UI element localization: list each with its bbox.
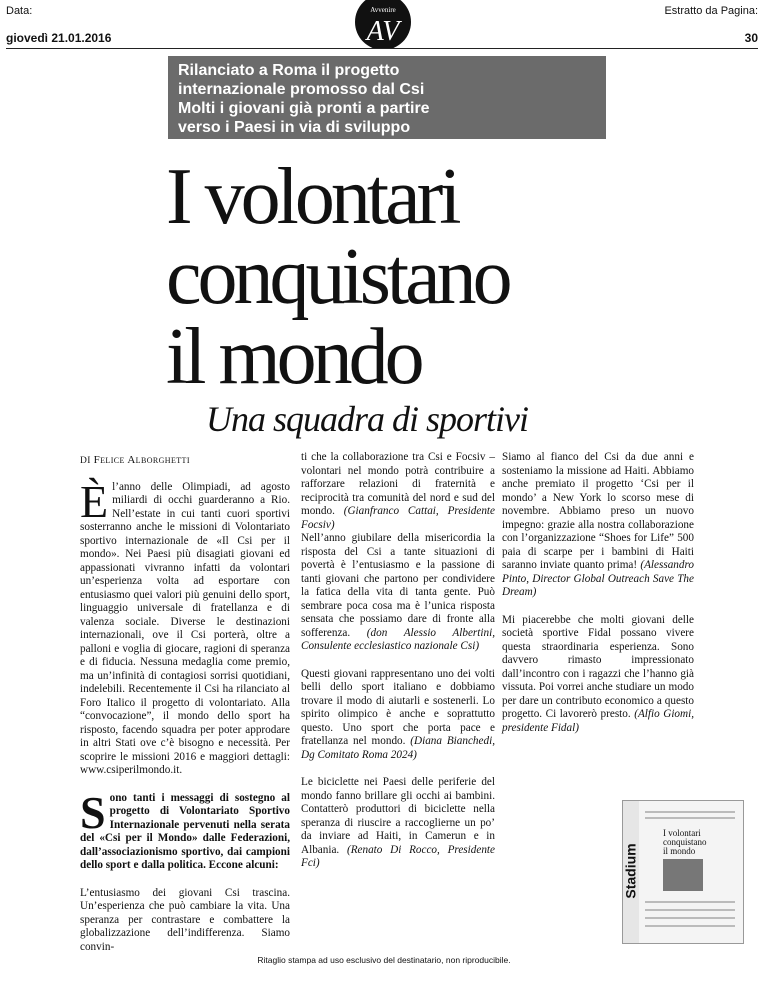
newspaper-logo (344, 0, 422, 48)
headline-line: il mondo (166, 313, 421, 401)
article-column-2 (301, 451, 495, 871)
thumbnail-headline-line: conquistano (663, 837, 707, 847)
thumbnail-rule (645, 811, 735, 813)
kicker-line: verso i Paesi in via di sviluppo (178, 119, 411, 136)
quote-attribution: (Alessandro Pinto, Director Global Outreach Save The Dream) (502, 559, 695, 598)
quote-attribution: (Alfio Giomi, presidente Fidal) (502, 708, 694, 734)
headline-line: I volontari (166, 153, 458, 241)
quote (502, 614, 694, 736)
author-name: Felice Alborghetti (93, 454, 190, 466)
article-column-3 (502, 451, 694, 735)
drop-cap: S (80, 786, 106, 838)
page-label: Estratto da Pagina: (664, 5, 758, 17)
kicker-line: Molti i giovani già pronti a partire (178, 100, 430, 117)
byline (80, 454, 290, 469)
quote-text: Questi giovani rappresentano uno dei volti belli dello sport italiano e dobbiamo trovare il modo di aiutarli e sostenerli. Lo spirito olimpico è anche e soprattutto questo. Uno sport che porta pace e fratellanza nel mondo. (301, 667, 495, 747)
quote (301, 776, 495, 871)
quote-text: Siamo al fianco del Csi da due anni e sosteniamo la missione ad Haiti. Abbiamo anche premiato il progetto ‘Csi per il mondo’ a New York lo scorso mese di novembre. Abbiamo preso un nuovo impegno: grazie alla nostra collaborazione con l’organizzazione “Shoes for Life” 500 paia di scarpe per i bambini di Haiti saranno inviate quanto prima! (502, 451, 694, 571)
quote (301, 668, 495, 763)
lead-text: ono tanti i messaggi di sostegno al progetto di Volontariato Sportivo Internazionale pervenuti nella serata del «Csi per il Mondo» dalle Federazioni, dall’associazionismo sportivo, dai campioni dello sport e dalla politica. Eccone alcuni: (80, 791, 290, 871)
quote-text: Mi piacerebbe che molti giovani delle società sportive Fidal possano vivere questa straordinaria esperienza. Sono davvero rimasto impressionato dall’incontro con i ragazzi che l’hanno già vissuta. Poi vorrei anche studiare un modo per dare un contributo economico a questo progetto. Ci lavorerò presto. (502, 613, 694, 720)
thumbnail-rule (645, 917, 735, 919)
quote-attribution: (Renato Di Rocco, Presidente Fci) (301, 843, 495, 869)
article-column-1 (80, 454, 290, 954)
lead-paragraph (80, 786, 290, 873)
quote-text: ti che la collaborazione tra Csi e Focsiv – volontari nel mondo potrà contribuire a rafforzare relazioni di fraternità e reciprocità tra comunità del nord e sud del mondo. (301, 451, 495, 517)
paragraph-text: l’anno delle Olimpiadi, ad agosto miliardi di occhi guarderanno a Rio. Nell’estate in cui tanti cuori sportivi sosterranno anche le missioni di Volontariato sportivo internazionale de «Il Csi per il mondo». Nei Paesi più disagiati giovani ed appassionati vivranno infatti da volontari un’esperienza volta ad esportare con entusiasmo quei valori più genuini dello sport, linguaggio universale di fratellanza e di valenza sociale. Diverse le destinazioni internazionali, ove il Csi porterà, oltre a palloni e voglia di giocare, ragioni di speranza e di fiducia. Nessuna medaglia come premio, ma un’infinità di contagiosi sorrisi quotidiani, indelebili. Recentemente il Csi ha rilanciato al Foro Italico il progetto di volontariato. Alla “convocazione”, il mondo dello sport ha risposto, facendo squadra per poter approdare in altri Stati ove c’è bisogno e necessità. Per scoprire le missioni 2016 e maggiori dettagli: www.csiperilmondo.it. (80, 480, 290, 776)
thumbnail-photo (663, 859, 703, 891)
date-label: Data: (6, 5, 33, 17)
quote-attribution: (Diana Bianchedi, Dg Comitato Roma 2024) (301, 735, 495, 761)
quote (301, 451, 495, 532)
quote-text: Nell’anno giubilare della misericordia la risposta del Csi a tante situazioni di povertà è l’entusiasmo e la passione di tanti giovani che partono per condividere la fatica della vita di tanta gente. Può sembrare poca cosa ma è l’unica risposta sensata che possiamo dare di fronte alla sofferenza. (301, 532, 495, 639)
kicker-line: Rilanciato a Roma il progetto (178, 62, 400, 79)
footer-notice: Ritaglio stampa ad uso esclusivo del destinatario, non riproducibile. (257, 955, 511, 965)
drop-cap: È (80, 475, 109, 527)
byline-prefix: DI (80, 456, 91, 466)
logo-mark: AV (366, 16, 400, 47)
page-number: 30 (744, 31, 758, 45)
quote-attribution: (Gianfranco Cattai, Presidente Focsiv) (301, 505, 495, 531)
header-rule (6, 48, 758, 49)
subtitle: Una squadra di sportivi (206, 399, 529, 439)
kicker-box (168, 56, 606, 139)
thumbnail-rule (645, 901, 735, 903)
paragraph: L’entusiasmo dei giovani Csi trascina. Un’esperienza che può cambiare la vita. Una speranza per contrastare e combattere la globalizzazione dell’indifferenza. Siamo convin- (80, 886, 290, 953)
quote-text: Le biciclette nei Paesi delle periferie del mondo fanno brillare gli occhi ai bambini. Contatterò produttori di biciclette nella speranza di riuscire a raccoglierne un po’ da inviare ad Haiti, in Camerun e in Albania. (301, 776, 495, 856)
thumbnail-rule (645, 817, 735, 819)
quote (502, 451, 694, 600)
headline-line: conquistano (166, 233, 509, 321)
paragraph (80, 475, 290, 778)
quote-attribution: (don Alessio Albertini, Consulente ecclesiastico nazionale Csi) (301, 626, 495, 652)
headline (166, 153, 509, 401)
thumbnail-rule (645, 909, 735, 911)
thumbnail-brand: Stadium (622, 843, 639, 899)
thumbnail-rule (645, 925, 735, 927)
logo-text: Avvenire (370, 6, 396, 14)
kicker-line: internazionale promosso dal Csi (178, 81, 425, 98)
quote (301, 532, 495, 654)
thumbnail-headline (663, 829, 707, 856)
page-thumbnail (622, 800, 744, 944)
publication-date: giovedì 21.01.2016 (6, 31, 112, 45)
thumbnail-headline-line: I volontari (663, 828, 701, 838)
thumbnail-headline-line: il mondo (663, 846, 696, 856)
